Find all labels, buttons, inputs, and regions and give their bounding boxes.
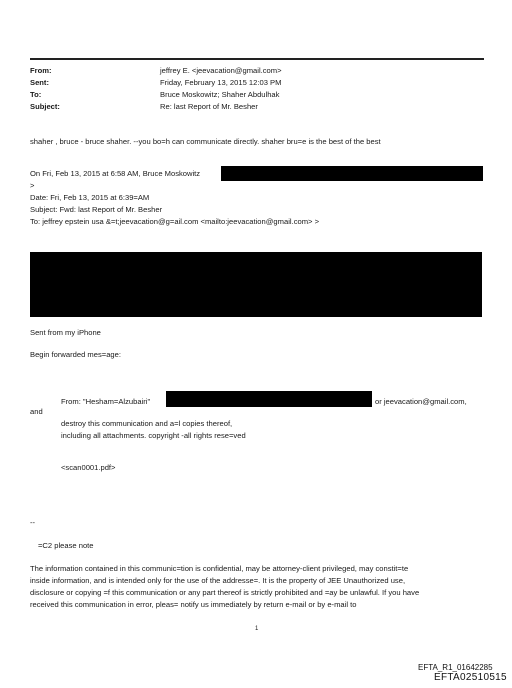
quote-to: To: jeffrey epstein usa &=t;jeevacation@g=ail.com <mailto:jeevacation@gmail.com> >	[30, 217, 320, 226]
quote-date: Date: Fri, Feb 13, 2015 at 6:39=AM	[30, 193, 150, 202]
efta-id-2: EFTA02510515	[434, 672, 507, 683]
forwarded-or: or jeevacation@gmail.com,	[375, 397, 467, 406]
header-rule	[30, 58, 484, 60]
begin-forwarded-line: Begin forwarded mes=age:	[30, 350, 121, 359]
signature-dashes: --	[30, 518, 36, 527]
attachment-name: <scan0001.pdf>	[61, 463, 116, 472]
disclaimer-line-1: The information contained in this communic=tion is confidential, may be attorney-client privileged, may constit=te	[30, 564, 409, 573]
disclaimer-line-3: disclosure or copying =f this communication or any part thereof is strictly prohibited and =ay be unlawful. If you have	[30, 588, 420, 597]
from-value: jeffrey E. <jeevacation@gmail.com>	[160, 66, 282, 75]
redaction-block	[30, 252, 482, 317]
quote-on-line: On Fri, Feb 13, 2015 at 6:58 AM, Bruce Moskowitz	[30, 169, 201, 178]
sent-label: Sent:	[30, 78, 49, 87]
forwarded-from: From: "Hesham=Alzubairi"	[61, 397, 151, 406]
from-label: From:	[30, 66, 52, 75]
quote-gt: >	[30, 181, 35, 190]
c2-note: =C2 please note	[38, 541, 94, 550]
redaction-box	[166, 391, 372, 407]
destroy-line-2: including all attachments. copyright -all rights rese=ved	[61, 431, 246, 440]
and-line: and	[30, 407, 43, 416]
destroy-line-1: destroy this communication and a=l copies thereof,	[61, 419, 233, 428]
to-value: Bruce Moskowitz; Shaher Abdulhak	[160, 90, 280, 99]
efta-id-1: EFTA_R1_01642285	[418, 663, 493, 672]
quote-subject: Subject: Fwd: last Report of Mr. Besher	[30, 205, 163, 214]
to-label: To:	[30, 90, 42, 99]
body-line-1: shaher , bruce - bruce shaher. --you bo=h can communicate directly. shaher bru=e is the best of the best	[30, 137, 381, 146]
disclaimer-line-4: received this communication in error, pleas= notify us immediately by return e-mail or by e-mail to	[30, 600, 357, 609]
sent-value: Friday, February 13, 2015 12:03 PM	[160, 78, 282, 87]
sent-from-line: Sent from my iPhone	[30, 328, 101, 337]
disclaimer-line-2: inside information, and is intended only for the use of the addresse=. It is the property of JEE Unauthorized use,	[30, 576, 406, 585]
subject-value: Re: last Report of Mr. Besher	[160, 102, 258, 111]
page-number: 1	[255, 626, 259, 632]
redaction-box	[221, 166, 483, 181]
subject-label: Subject:	[30, 102, 60, 111]
